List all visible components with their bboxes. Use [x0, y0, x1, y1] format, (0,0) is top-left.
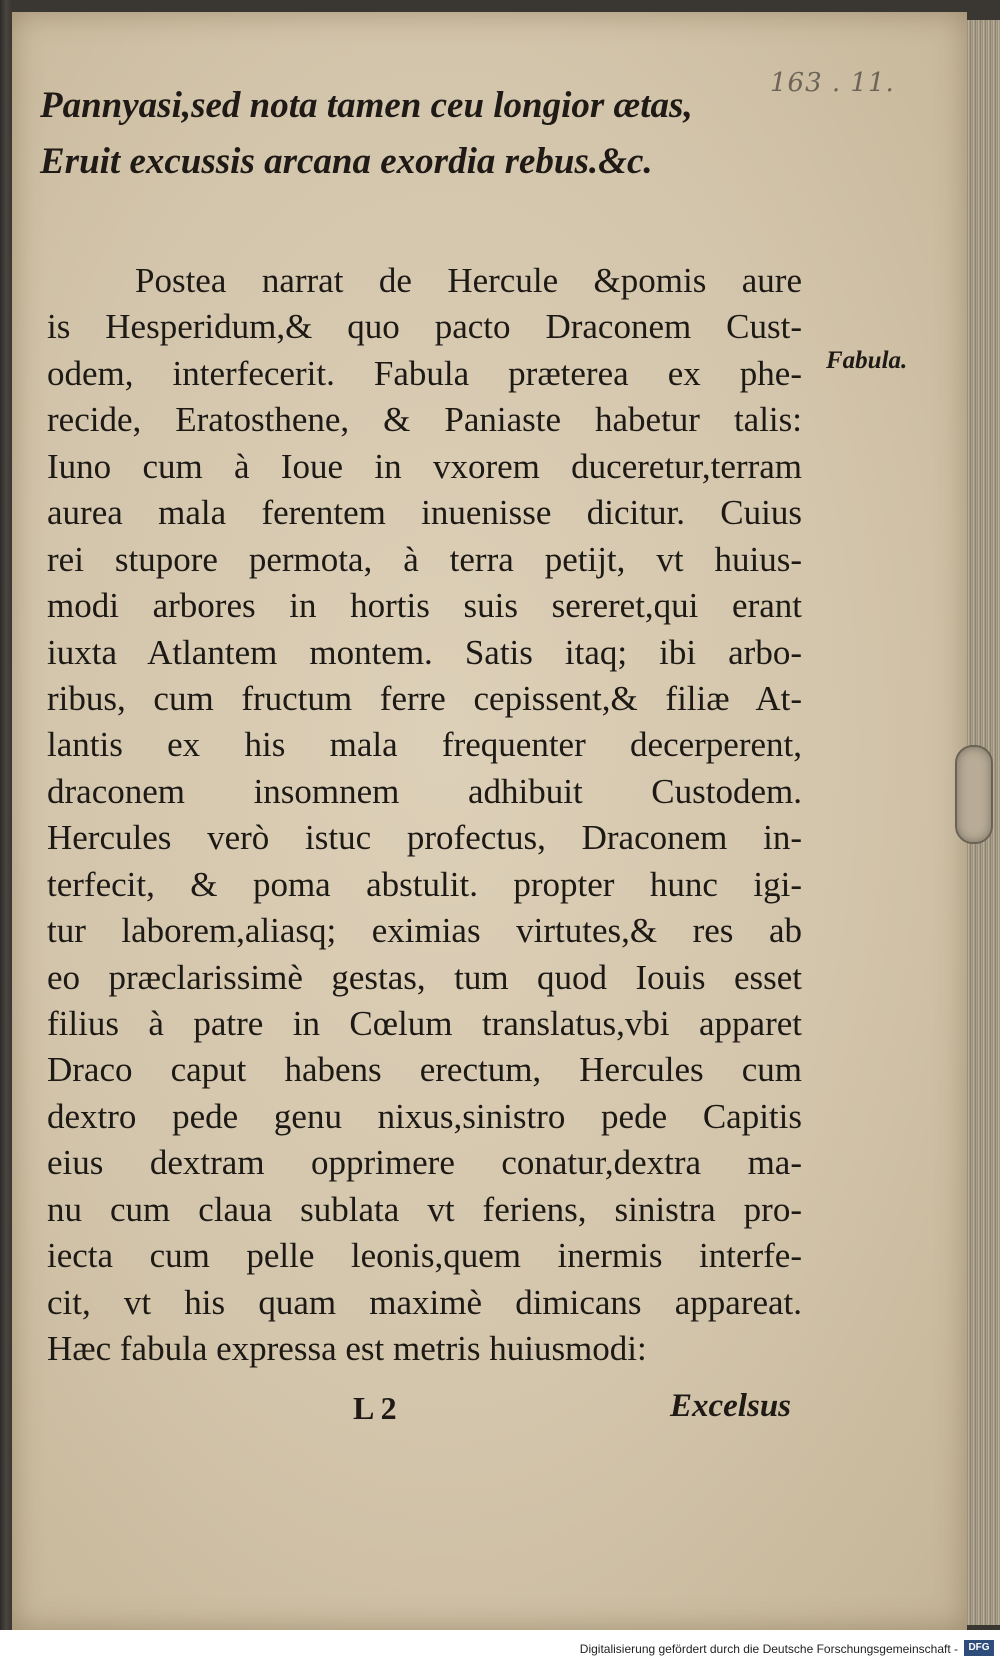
text-line: Draco caput habens erectum, Hercules cum — [47, 1050, 802, 1090]
body-text — [47, 258, 802, 1373]
text-line: Hercules verò istuc profectus, Draconem in- — [47, 818, 802, 858]
footer-credit: Digitalisierung gefördert durch die Deutsche Forschungsgemeinschaft - — [579, 1642, 958, 1656]
verse-line: Pannyasi,sed nota tamen ceu longior ætas, — [40, 85, 693, 126]
text-line: terfecit, & poma abstulit. propter hunc igi- — [47, 864, 802, 904]
marginal-note: Fabula. — [826, 347, 908, 374]
text-line: Hæc fabula expressa est metris huiusmodi: — [47, 1329, 647, 1369]
text-line: ribus, cum fructum ferre cepissent,& filiæ At- — [47, 678, 802, 718]
text-line: is Hesperidum,& quo pacto Draconem Cust- — [47, 307, 802, 347]
footer-bar — [0, 1630, 1000, 1669]
dfg-logo: DFG — [964, 1640, 994, 1656]
text-line: Postea narrat de Hercule &pomis aure — [135, 261, 802, 300]
folio-number: 163 . 11. — [770, 68, 895, 98]
book-clasp — [955, 745, 993, 844]
text-line: cit, vt his quam maximè dimicans appareat. — [47, 1282, 802, 1322]
catchword: Excelsus — [670, 1388, 792, 1424]
text-line: eo præclarissimè gestas, tum quod Iouis esset — [47, 957, 802, 997]
verse-line: Eruit excussis arcana exordia rebus.&c. — [40, 141, 653, 182]
text-line: eius dextram opprimere conatur,dextra ma- — [47, 1143, 802, 1183]
text-line: draconem insomnem adhibuit Custodem. — [47, 771, 802, 811]
text-line: Iuno cum à Ioue in vxorem duceretur,terram — [47, 446, 802, 486]
text-line: dextro pede genu nixus,sinistro pede Capitis — [47, 1096, 802, 1136]
text-line: nu cum claua sublata vt feriens, sinistra pro- — [47, 1189, 802, 1229]
text-line: aurea mala ferentem inuenisse dicitur. Cuius — [47, 493, 802, 533]
text-line: lantis ex his mala frequenter decerperent, — [47, 725, 802, 765]
text-line: iuxta Atlantem montem. Satis itaq; ibi arbo- — [47, 632, 802, 672]
signature-mark: L 2 — [353, 1390, 397, 1426]
text-line: modi arbores in hortis suis sereret,qui erant — [47, 586, 802, 626]
text-line: odem, interfecerit. Fabula præterea ex phe- — [47, 353, 802, 393]
text-line: iecta cum pelle leonis,quem inermis interfe- — [47, 1236, 802, 1276]
text-line: rei stupore permota, à terra petijt, vt huius- — [47, 539, 802, 579]
text-line: filius à patre in Cœlum translatus,vbi apparet — [47, 1004, 802, 1043]
text-line: recide, Eratosthene, & Paniaste habetur talis: — [47, 400, 802, 440]
text-line: tur laborem,aliasq; eximias virtutes,& res ab — [47, 911, 802, 951]
